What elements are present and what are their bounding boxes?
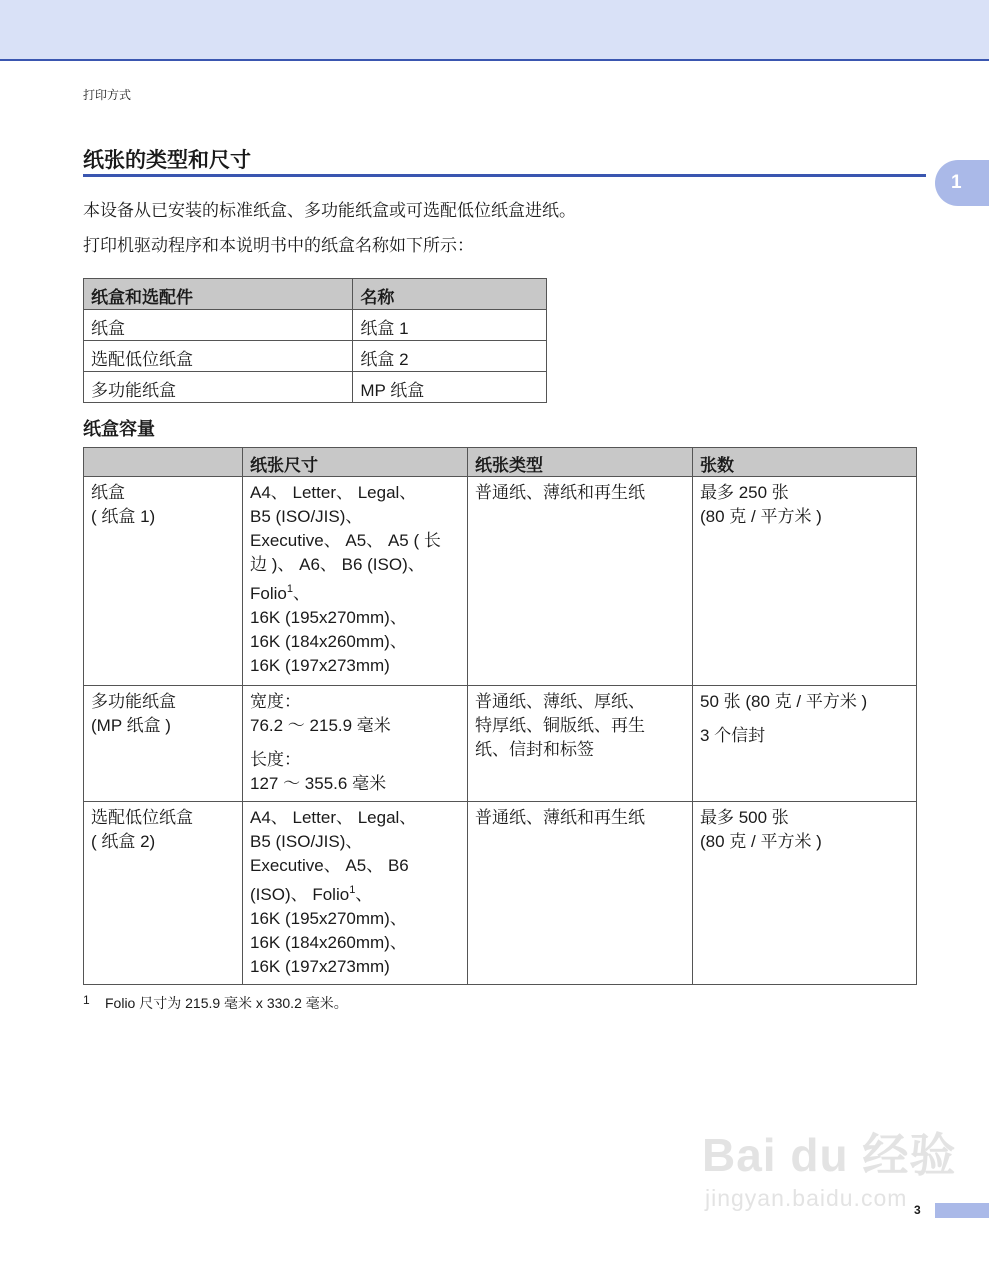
count-cell (693, 477, 917, 686)
sizes-cell (243, 477, 468, 686)
table-header-row (84, 448, 917, 477)
size-line: 16K (184x260mm)、 (250, 933, 407, 952)
section-title: 纸张的类型和尺寸 (83, 149, 251, 172)
table-cell: 多功能纸盒 (84, 372, 353, 403)
size-line (250, 577, 460, 606)
tray-id: ( 纸盒 1) (91, 507, 156, 526)
tray-name: 多功能纸盒 (91, 692, 176, 711)
type-cell (468, 477, 693, 686)
size-line: A4、 Letter、 Legal、 (250, 483, 417, 502)
tray-cell (84, 802, 243, 985)
footnote (83, 993, 348, 1013)
sizes-cell (243, 802, 468, 985)
separator: 、 (292, 584, 310, 603)
size-line: Executive、 A5、 B6 (250, 856, 409, 875)
size-line: B5 (ISO/JIS)、 (250, 832, 363, 851)
header-band (0, 0, 989, 61)
tray-id: (MP 纸盒 ) (91, 716, 171, 735)
type-line: 普通纸、薄纸和再生纸 (475, 808, 645, 827)
count-cell (693, 686, 917, 802)
table-cell: 纸盒 2 (353, 341, 547, 372)
table-row (84, 341, 547, 372)
folio-text: Folio (250, 584, 287, 603)
watermark-logo: Bai du 经验 (702, 1129, 957, 1181)
separator: 、 (355, 885, 373, 904)
type-line: 纸、信封和标签 (475, 740, 594, 759)
intro-paragraph: 本设备从已安装的标准纸盒、多功能纸盒或可选配低位纸盒进纸。 (83, 201, 576, 220)
size-line: 16K (184x260mm)、 (250, 632, 407, 651)
table-cell: MP 纸盒 (353, 372, 547, 403)
tray-names-table (83, 278, 547, 403)
length-value: 127 ～ 355.6 毫米 (250, 774, 387, 793)
table-row (84, 310, 547, 341)
column-header: 纸张类型 (468, 448, 693, 477)
count-cell (693, 802, 917, 985)
table-row (84, 372, 547, 403)
size-line: 边 )、 A6、 B6 (ISO)、 (250, 555, 425, 574)
watermark-url: jingyan.baidu.com (705, 1185, 908, 1211)
title-rule (83, 174, 926, 177)
count-line: (80 克 / 平方米 ) (700, 832, 822, 851)
table-row (84, 686, 917, 802)
size-line: 16K (197x273mm) (250, 957, 390, 976)
footnote-number: 1 (83, 993, 90, 1007)
footnote-marker[interactable]: 1 (349, 884, 356, 896)
count-line: 50 张 (80 克 / 平方米 ) (700, 692, 868, 711)
footnote-marker[interactable]: 1 (286, 583, 293, 595)
width-value: 76.2 ～ 215.9 毫米 (250, 716, 391, 735)
table-row (84, 802, 917, 985)
chapter-tab[interactable]: 1 (935, 160, 989, 206)
column-header (84, 448, 243, 477)
sizes-cell (243, 686, 468, 802)
length-label: 长度： (250, 750, 301, 769)
tray-cell (84, 686, 243, 802)
tray-name: 纸盒 (91, 483, 125, 502)
size-line: A4、 Letter、 Legal、 (250, 808, 417, 827)
table-header-row (84, 279, 547, 310)
width-label: 宽度： (250, 692, 301, 711)
page-bar (935, 1203, 989, 1218)
capacity-heading: 纸盒容量 (83, 419, 155, 439)
table-cell: 选配低位纸盒 (84, 341, 353, 372)
footnote-text: Folio 尺寸为 215.9 毫米 x 330.2 毫米。 (105, 995, 348, 1011)
running-title: 打印方式 (83, 88, 132, 102)
column-header: 张数 (693, 448, 917, 477)
type-cell (468, 802, 693, 985)
column-header: 纸张尺寸 (243, 448, 468, 477)
type-line: 普通纸、薄纸、厚纸、 (475, 692, 645, 711)
type-cell (468, 686, 693, 802)
type-line: 特厚纸、铜版纸、再生 (475, 716, 645, 735)
count-line: (80 克 / 平方米 ) (700, 507, 822, 526)
column-header: 纸盒和选配件 (84, 279, 353, 310)
type-line: 普通纸、薄纸和再生纸 (475, 483, 645, 502)
table-cell: 纸盒 (84, 310, 353, 341)
size-line (250, 878, 460, 907)
size-line: B5 (ISO/JIS)、 (250, 507, 363, 526)
tray-names-paragraph: 打印机驱动程序和本说明书中的纸盒名称如下所示： (83, 236, 474, 255)
capacity-table (83, 447, 917, 985)
count-line: 最多 250 张 (700, 483, 789, 502)
tray-name: 选配低位纸盒 (91, 808, 193, 827)
column-header: 名称 (353, 279, 547, 310)
size-line: 16K (197x273mm) (250, 656, 390, 675)
iso-folio-text: (ISO)、 Folio (250, 885, 350, 904)
tray-cell (84, 477, 243, 686)
size-line: 16K (195x270mm)、 (250, 909, 407, 928)
table-row (84, 477, 917, 686)
page-number: 3 (914, 1203, 921, 1217)
count-line: 3 个信封 (700, 726, 766, 745)
table-cell: 纸盒 1 (353, 310, 547, 341)
count-line: 最多 500 张 (700, 808, 789, 827)
size-line: 16K (195x270mm)、 (250, 608, 407, 627)
tray-id: ( 纸盒 2) (91, 832, 156, 851)
size-line: Executive、 A5、 A5 ( 长 (250, 531, 441, 550)
